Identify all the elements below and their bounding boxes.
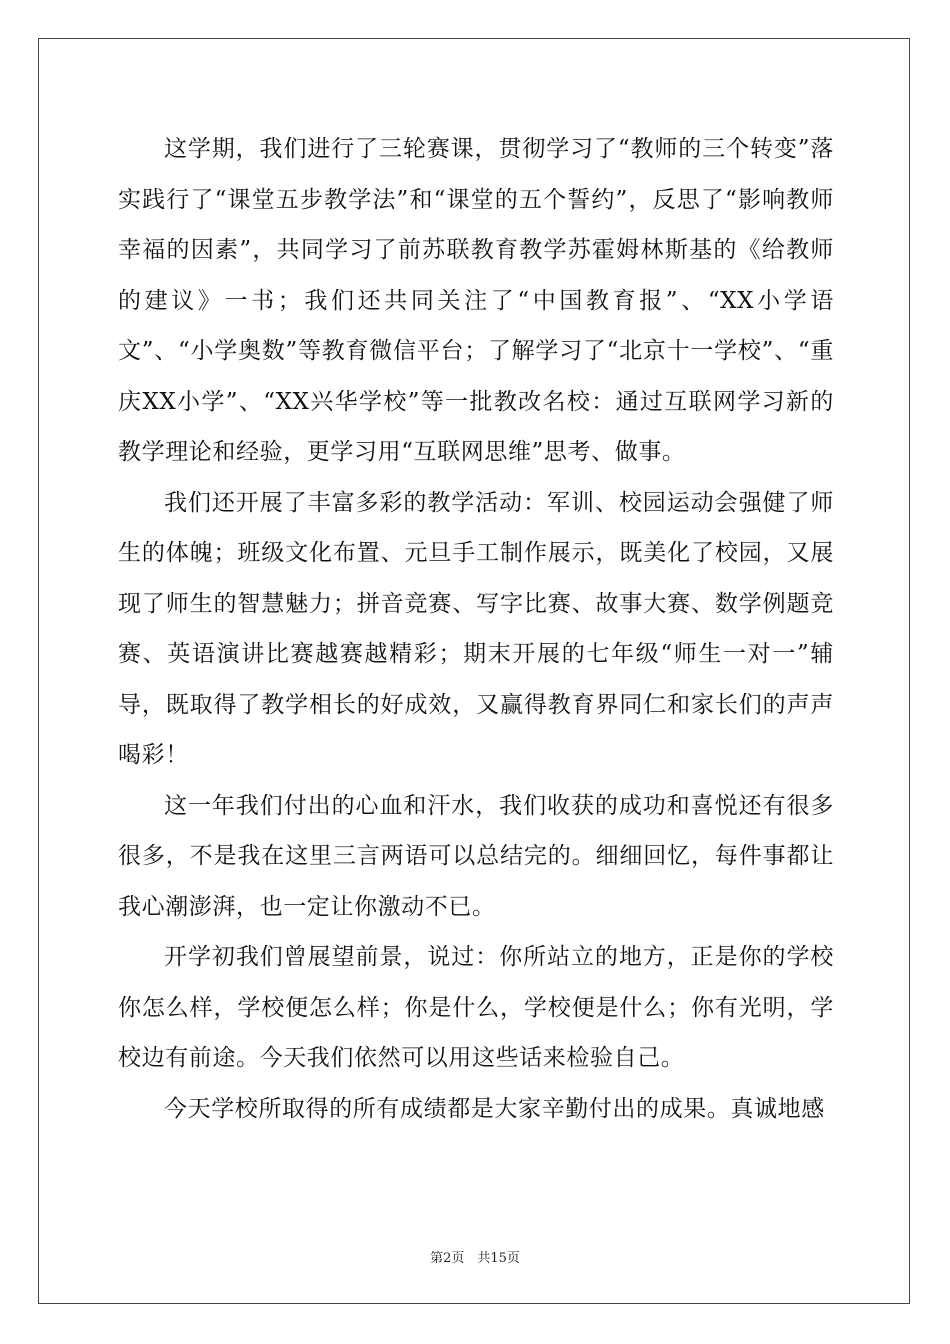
paragraph-5: 今天学校所取得的所有成绩都是大家辛勤付出的成果。真诚地感 [164,1095,825,1122]
paragraph-3: 这一年我们付出的心血和汗水，我们收获的成功和喜悦还有很多很多，不是我在这里三言两语可以总结完的。细细回忆，每件事都让我心潮澎湃，也一定让你激动不已。 [118,792,834,920]
page-number-footer: 第2页 共15页 [430,1251,520,1266]
paragraph-2: 我们还开展了丰富多彩的教学活动：军训、校园运动会强健了师生的体魄；班级文化布置、元旦手工制作展示，既美化了校园，又展现了师生的智慧魅力；拼音竞赛、写字比赛、故事大赛、数学例题竞赛、英语演讲比赛越赛越精彩；期末开展的七年级“师生一对一”辅导，既取得了教学相长的好成效，又赢得教育界同仁和家长们的声声喝彩！ [118,489,834,768]
paragraph-4: 开学初我们曾展望前景，说过：你所站立的地方，正是你的学校你怎么样，学校便怎么样；你是什么，学校便是什么；你有光明，学校边有前途。今天我们依然可以用这些话来检验自己。 [118,944,834,1071]
paragraph-1: 这学期，我们进行了三轮赛课，贯彻学习了“教师的三个转变”落实践行了“课堂五步教学法”和“课堂的五个誓约”，反思了“影响教师幸福的因素”，共同学习了前苏联教育教学苏霍姆林斯基的《给教师的建议》一书；我们还共同关注了“中国教育报”、“XX小学语文”、“小学奥数”等教育微信平台；了解学习了“北京十一学校”、“重庆XX小学”、“XX兴华学校”等一批教改名校：通过互联网学习新的教学理论和经验，更学习用“互联网思维”思考、做事。 [118,136,834,465]
document-body [118,124,834,1134]
